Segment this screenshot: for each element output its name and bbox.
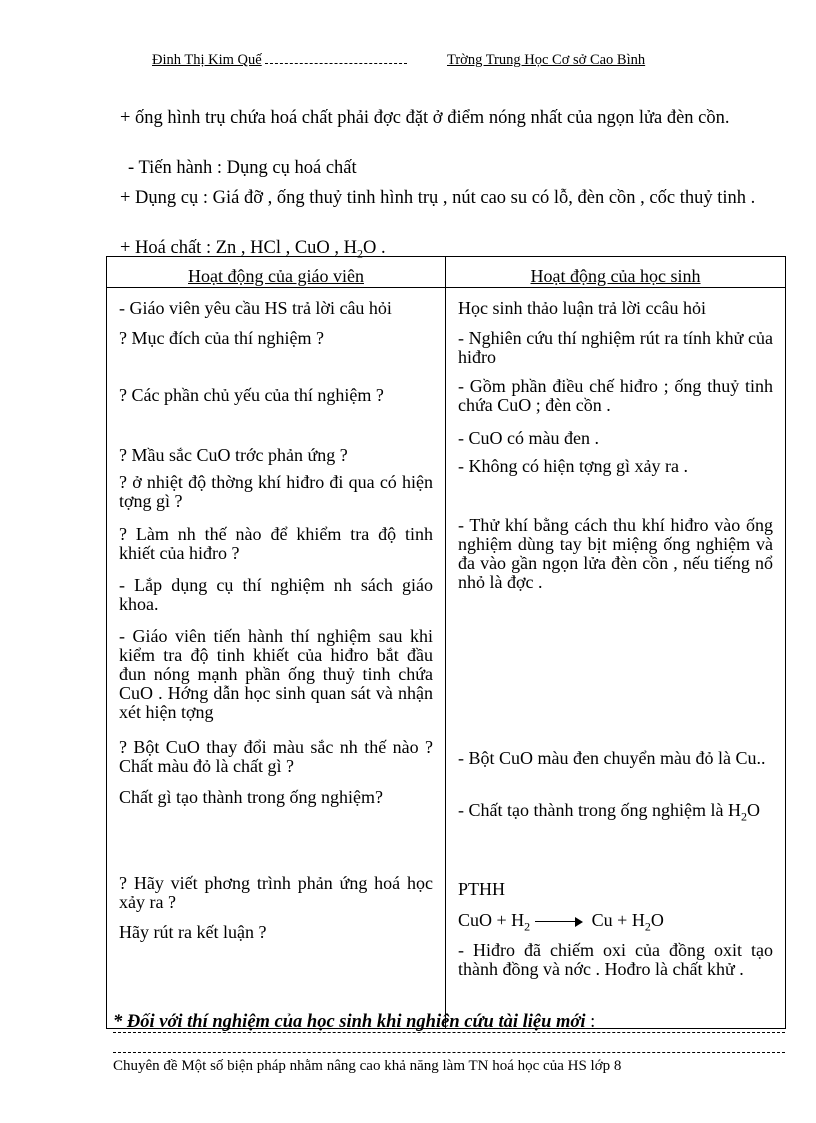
student-item: - Nghiên cứu thí nghiệm rút ra tính khử của hiđro [458,328,773,367]
student-item: PTHH [458,879,506,899]
header-author: Đinh Thị Kim Quế [152,52,407,69]
teacher-activities [107,288,446,1029]
intro-line-3: + Dụng cụ : Giá đỡ , ống thuỷ tinh hình trụ , nút cao su có lỗ, đèn cồn , cốc thuỷ tinh . [120,188,756,208]
header-school: Trờng Trung Học Cơ sở Cao Bình [447,52,646,68]
teacher-item: ? Mầu sắc CuO trớc phản ứng ? [119,445,348,465]
student-column-header: Hoạt động của học sinh [446,257,786,288]
student-item: - Gồm phần điều chế hiđro ; ống thuỷ tinh chứa CuO ; đèn cồn . [458,376,773,415]
teacher-item: ? Hãy viết phơng trình phản ứng hoá học xảy ra ? [119,873,433,912]
student-item: - Không có hiện tợng gì xảy ra . [458,456,688,476]
intro-line-4: + Hoá chất : Zn , HCl , CuO , $H_2O$ . [120,238,386,261]
student-activities [446,288,786,1029]
teacher-item: Chất gì tạo thành trong ống nghiệm? [119,787,383,807]
student-item: - Chất tạo thành trong ống nghiệm là $H_2O$ [458,800,760,824]
dashed-line [113,1052,785,1053]
teacher-item: ? Bột CuO thay đổi màu sắc nh thế nào ? Chất màu đỏ là chất gì ? [119,737,433,776]
teacher-item: Hãy rút ra kết luận ? [119,922,267,942]
student-item: - Thử khí bằng cách thu khí hiđro vào ống nghiệm dùng tay bịt miệng ống nghiệm và đa vào gần ngọn lửa đèn cồn , nếu tiếng nổ nhỏ là đợc . [458,515,773,592]
dashed-line [113,1032,785,1033]
teacher-item: - Lắp dụng cụ thí nghiệm nh sách giáo khoa. [119,575,433,614]
student-item: Học sinh thảo luận trả lời ccâu hỏi [458,298,706,318]
activity-table [106,256,786,1029]
reaction-equation: CuO + $H_2$ $Cu + H_2O$ [458,910,664,934]
teacher-item: ? ở nhiệt độ thờng khí hiđro đi qua có hiện tợng gì ? [119,472,433,511]
student-item: - Hiđro đã chiếm oxi của đồng oxit tạo thành đồng và nớc . Hođro là chất khử . [458,940,773,979]
header-dash [265,53,407,64]
page-footer: Chuyên đề Một số biện pháp nhằm nâng cao khả năng làm TN hoá học của HS lớp 8 [113,1058,622,1074]
right-arrow-icon [535,917,583,927]
teacher-item: - Giáo viên yêu cầu HS trả lời câu hỏi [119,298,392,318]
intro-line-2: - Tiến hành : Dụng cụ hoá chất [128,158,357,178]
teacher-column-header: Hoạt động của giáo viên [107,257,446,288]
table-row [107,288,786,1029]
note-heading: * Đối với thí nghiệm của học sinh khi nghiên cứu tài liệu mới : [113,1012,596,1032]
intro-line-1: + ống hình trụ chứa hoá chất phải đợc đặt ở điểm nóng nhất của ngọn lửa đèn cồn. [120,108,730,128]
table-header-row [107,257,786,288]
student-item: - CuO có màu đen . [458,428,599,448]
teacher-item: - Giáo viên tiến hành thí nghiệm sau khi kiểm tra độ tinh khiết của hiđro bắt đầu đun nóng mạnh phần ống thuỷ tinh chứa CuO . Hớng dẫn học sinh quan sát và nhận xét hiện tợng [119,626,433,722]
teacher-item: ? Làm nh thế nào để khiểm tra độ tinh khiết của hiđro ? [119,524,433,563]
teacher-item: ? Các phần chủ yếu của thí nghiệm ? [119,385,384,405]
teacher-item: ? Mục đích của thí nghiệm ? [119,328,324,348]
student-item: - Bột CuO màu đen chuyển màu đỏ là Cu.. [458,748,766,768]
